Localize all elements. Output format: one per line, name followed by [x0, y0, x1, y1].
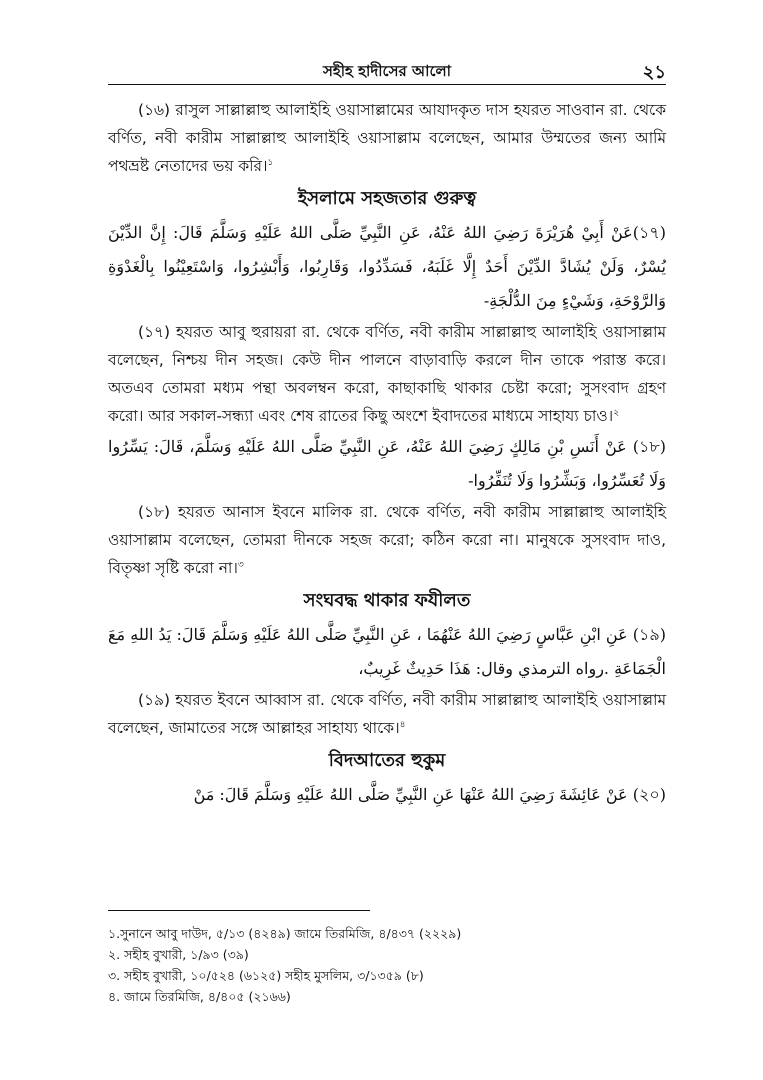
hadith-19-text: (১৯) হযরত ইবনে আব্বাস রা. থেকে বর্ণিত, নবী কারীম সাল্লাল্লাহু আলাইহি ওয়াসাল্লাম বলেছেন, জামাতের সঙ্গে আল্লাহর সাহায্য থাকে। [108, 691, 666, 737]
footnote-ref-2: ২ [613, 407, 620, 418]
section-heading-bidah: বিদআতের হুকুম [328, 750, 446, 771]
hadith-19-translation [108, 686, 666, 742]
running-header [108, 58, 666, 85]
page-number: ২১ [642, 62, 666, 83]
hadith-17-arabic: (১৭)عَنْ أَبِيْ هُرَيْرَةَ رَضِيَ اللهُ عَنْهُ، عَنِ النَّبِيِّ صَلَّى اللهُ عَلَيْهِ وَسَلَّمَ قَالَ: إِنَّ الدِّيْنَ يُسْرٌ، وَلَنْ يُشَادَّ الدِّيْنَ أَحَدٌ إِلَّا غَلَبَهُ، فَسَدِّدُوا، وَقَارِبُوا، وَأَبْشِرُوا، وَاسْتَعِيْنُوا بِالْغَدْوَةِ وَالرَّوْحَةِ، وَشَيْءٍ مِنَ الدُّلْجَةِ- [108, 223, 666, 310]
footnote-divider [108, 910, 370, 911]
hadith-18-arabic: (১৮) عَنْ أَنَسِ بْنِ مَالِكٍ رَضِيَ اللهُ عَنْهُ، عَنِ النَّبِيِّ صَلَّى اللهُ عَلَيْهِ وَسَلَّمَ، قَالَ: يَسِّرُوا وَلَا تُعَسِّرُوا، وَبَشِّرُوا وَلَا تُنَفِّرُوا- [108, 437, 666, 490]
footnote-4: ৪. জামে তিরমিজি, ৪/৪০৫ (২১৬৬) [108, 989, 291, 1004]
hadith-19-arabic: (১৯) عَنِ ابْنِ عَبَّاسٍ رَضِيَ اللهُ عَنْهُمَا ، عَنِ النَّبِيِّ صَلَّى اللهُ عَلَيْهِ وَسَلَّمَ قَالَ: يَدُ اللهِ مَعَ الْجَمَاعَةِ .رواه الترمذي وقال: هَذَا حَدِيثٌ غَرِيبٌ، [108, 625, 666, 678]
page-content [108, 96, 666, 812]
footnote-1: ১.সুনানে আবু দাউদ, ৫/১৩ (৪২৪৯) জামে তিরমিজি, ৪/৪৩৭ (২২২৯) [108, 926, 462, 941]
running-title: সহীহ হাদীসের আলো [322, 62, 452, 80]
footnote-3: ৩. সহীহ বুখারী, ১০/৫২৪ (৬১২৫) সহীহ মুসলিম, ৩/১৩৫৯ (৮) [108, 968, 424, 983]
footnote-ref-3: ৩ [237, 559, 244, 570]
hadith-17-text: (১৭) হযরত আবু হুরায়রা রা. থেকে বর্ণিত, নবী কারীম সাল্লাল্লাহু আলাইহি ওয়াসাল্লাম বলেছেন, নিশ্চয় দীন সহজ। কেউ দীন পালনে বাড়াবাড়ি করলে দীন তাকে পরাস্ত করে। অতএব তোমরা মধ্যম পন্থা অবলম্বন করো, কাছাকাছি থাকার চেষ্টা করো; সুসংবাদ গ্রহণ করো। আর সকাল-সন্ধ্যা এবং শেষ রাতের কিছু অংশে ইবাদতের মাধ্যমে সাহায্য চাও। [108, 323, 666, 425]
footnote-ref-1: ১ [267, 157, 274, 168]
section-heading-ease-in-islam: ইসলামে সহজতার গুরুত্ব [297, 188, 477, 209]
footnotes [108, 923, 666, 1007]
hadith-16-translation [108, 96, 666, 180]
section-heading-unity: সংঘবদ্ধ থাকার ফযীলত [303, 590, 471, 611]
hadith-18-text: (১৮) হযরত আনাস ইবনে মালিক রা. থেকে বর্ণিত, নবী কারীম সাল্লাল্লাহু আলাইহি ওয়াসাল্লাম বলেছেন, তোমরা দীনকে সহজ করো; কঠিন করো না। মানুষকে সুসংবাদ দাও, বিতৃষ্ণা সৃষ্টি করো না। [108, 503, 666, 577]
hadith-16-text: (১৬) রাসুল সাল্লাল্লাহু আলাইহি ওয়াসাল্লামের আযাদকৃত দাস হযরত সাওবান রা. থেকে বর্ণিত, নবী কারীম সাল্লাল্লাহু আলাইহি ওয়াসাল্লাম বলেছেন, আমার উম্মতের জন্য আমি পথভ্রষ্ট নেতাদের ভয় করি। [108, 101, 666, 175]
hadith-17-translation [108, 318, 666, 430]
footnote-2: ২. সহীহ বুখারী, ১/৯৩ (৩৯) [108, 947, 249, 962]
footnote-ref-4: ৪ [399, 719, 406, 730]
hadith-20-arabic: (২০) عَنْ عَائِشَةَ رَضِيَ اللهُ عَنْهَا عَنِ النَّبِيِّ صَلَّى اللهُ عَلَيْهِ وَسَلَّمَ قَالَ: مَنْ [193, 785, 666, 804]
hadith-18-translation [108, 498, 666, 582]
